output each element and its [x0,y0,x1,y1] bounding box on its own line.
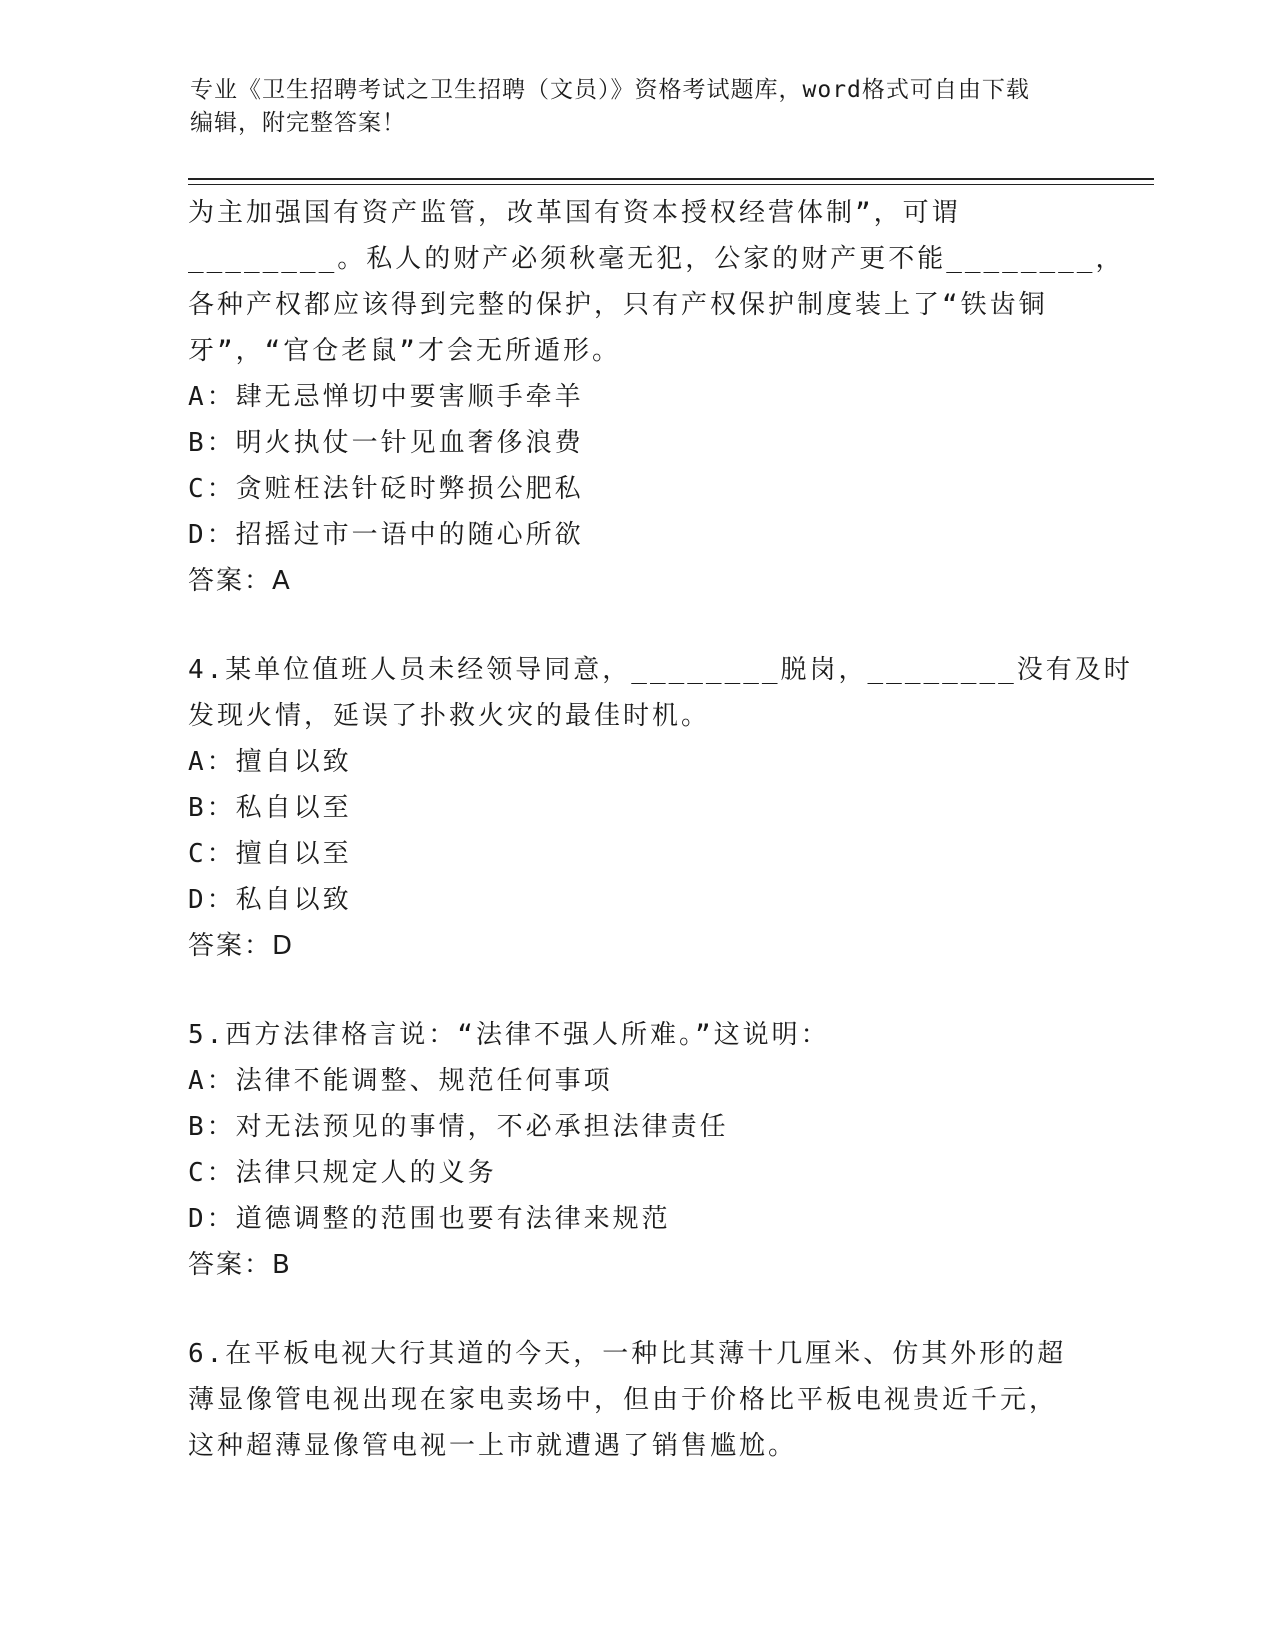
question-text-line: 这种超薄显像管电视一上市就遭遇了销售尴尬。 [188,1431,798,1461]
question-5 [188,1012,1088,1288]
question-3 [188,190,1125,604]
option-a: A：擅自以致 [188,747,352,777]
option-c: C：擅自以至 [188,839,352,869]
option-d: D：道德调整的范围也要有法律来规范 [188,1204,671,1234]
answer: 答案：D [188,931,295,961]
option-b: B：对无法预见的事情，不必承担法律责任 [188,1112,729,1142]
spacer [188,1288,1088,1331]
header-rule-thick [188,178,1154,180]
question-text-line: 为主加强国有资产监管，改革国有资本授权经营体制”，可谓 [188,198,961,228]
question-text-line: 4.某单位值班人员未经领导同意，________脱岗，________没有及时 [188,655,1133,685]
option-a: A：法律不能调整、规范任何事项 [188,1066,613,1096]
question-text-line: 薄显像管电视出现在家电卖场中，但由于价格比平板电视贵近千元， [188,1385,1059,1415]
page-header [190,74,1080,140]
question-text-line: 发现火情，延误了扑救火灾的最佳时机。 [188,701,711,731]
question-text-line: 6.在平板电视大行其道的今天，一种比其薄十几厘米、仿其外形的超 [188,1339,1067,1369]
header-line-2: 编辑，附完整答案！ [190,110,406,136]
option-d: D：招摇过市一语中的随心所欲 [188,520,584,550]
question-text-line: 牙”，“官仓老鼠”才会无所遁形。 [188,336,621,366]
option-b: B：私自以至 [188,793,352,823]
option-c: C：贪赃枉法针砭时弊损公肥私 [188,474,584,504]
spacer [188,604,1088,647]
option-c: C：法律只规定人的义务 [188,1158,497,1188]
question-4 [188,647,1133,969]
question-6 [188,1331,1088,1469]
option-b: B：明火执仗一针见血奢侈浪费 [188,428,584,458]
option-a: A：肆无忌惮切中要害顺手牵羊 [188,382,584,412]
answer: 答案：A [188,566,292,596]
answer: 答案：B [188,1250,292,1280]
option-d: D：私自以致 [188,885,352,915]
question-text-line: ________。私人的财产必须秋毫无犯，公家的财产更不能________， [188,244,1125,274]
question-text-line: 5.西方法律格言说：“法律不强人所难。”这说明： [188,1020,830,1050]
question-text-line: 各种产权都应该得到完整的保护，只有产权保护制度装上了“铁齿铜 [188,290,1048,320]
spacer [188,969,1088,1012]
header-line-1: 专业《卫生招聘考试之卫生招聘（文员）》资格考试题库，word格式可自由下载 [190,77,1030,103]
question-content [188,190,1133,1469]
header-rule-thin [188,184,1154,185]
